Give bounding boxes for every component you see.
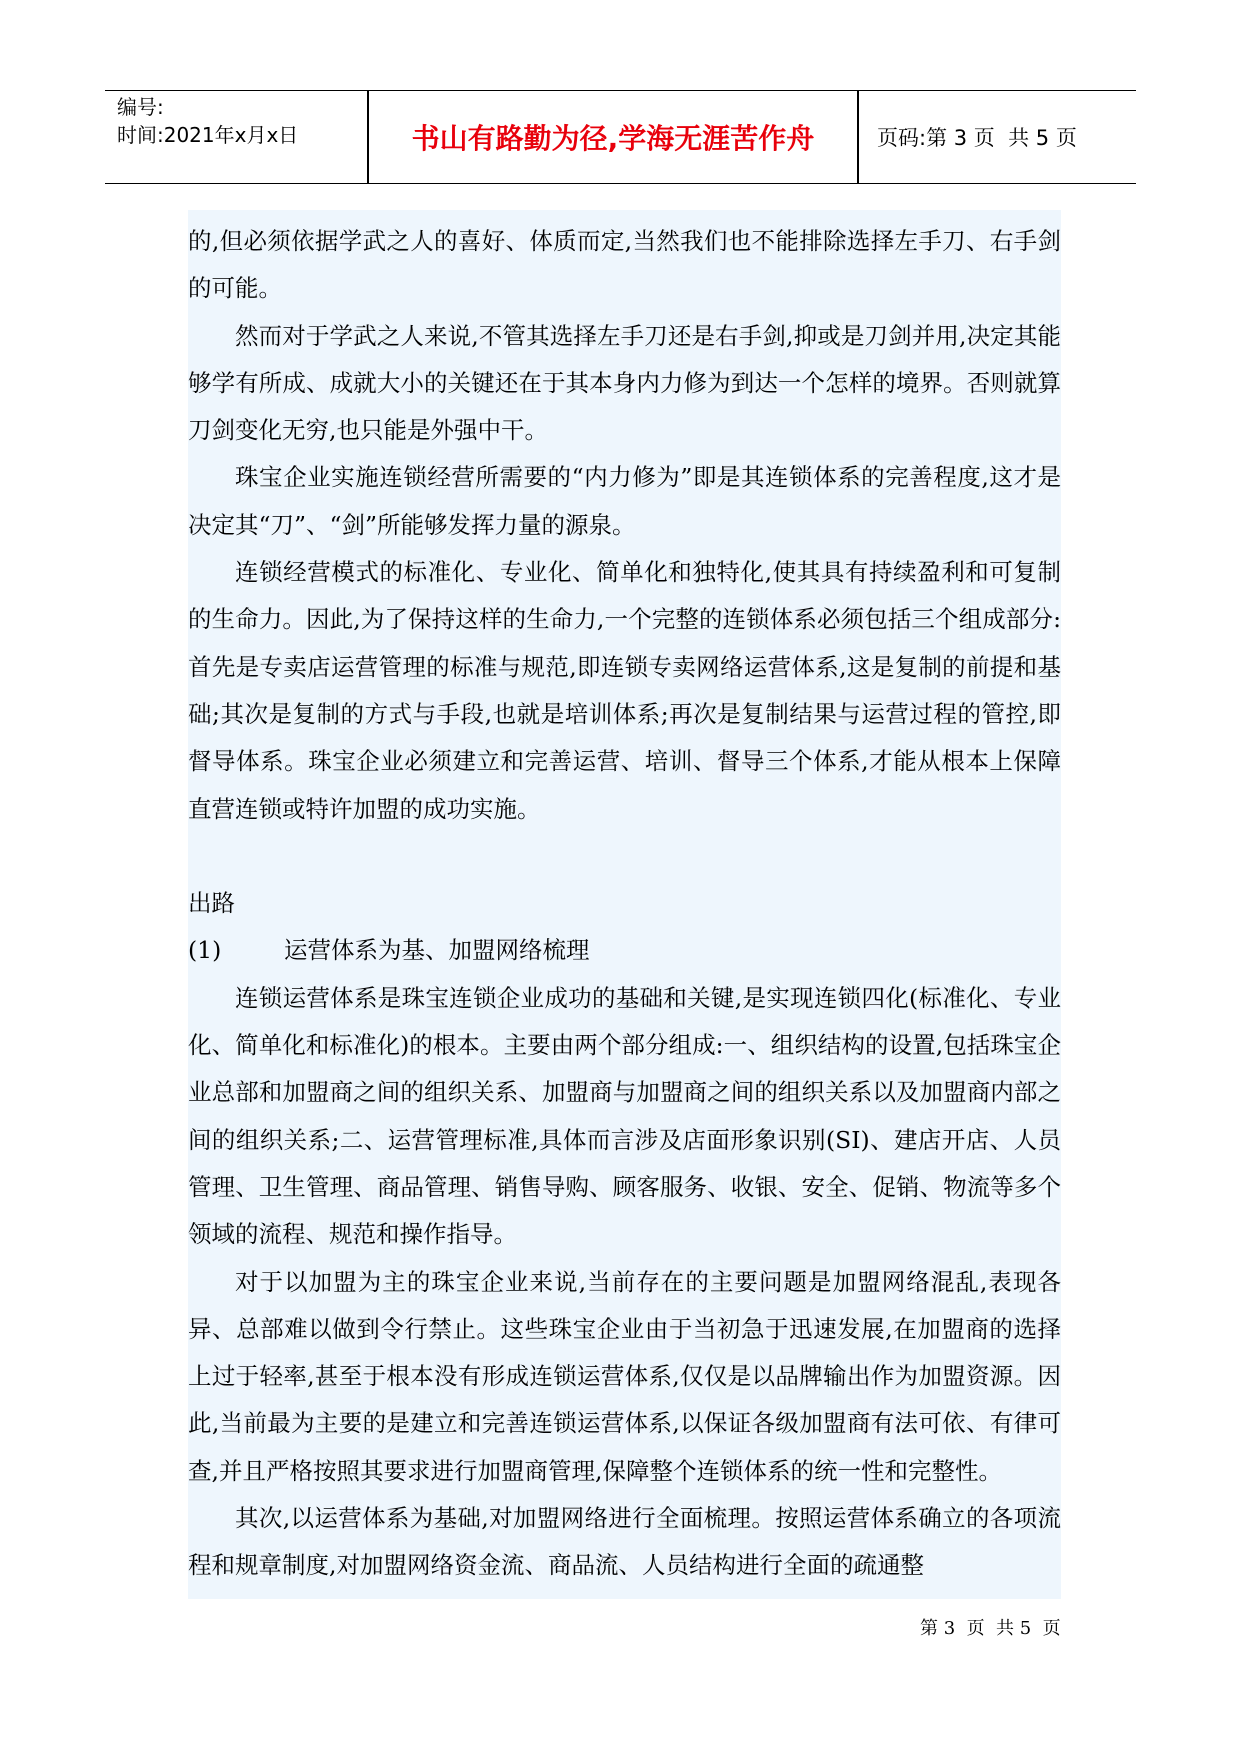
paragraph-2: 然而对于学武之人来说,不管其选择左手刀还是右手剑,抑或是刀剑并用,决定其能够学有所成、成就大小的关键还在于其本身内力修为到达一个怎样的境界。否则就算刀剑变化无穷,也只能是外强中干。 — [188, 321, 1061, 445]
paragraph-7: 其次,以运营体系为基础,对加盟网络进行全面梳理。按照运营体系确立的各项流程和规章制度,对加盟网络资金流、商品流、人员结构进行全面的疏通整 — [188, 1504, 1061, 1580]
page-header — [105, 90, 1136, 184]
paragraph-1: 的,但必须依据学武之人的喜好、体质而定,当然我们也不能排除选择左手刀、右手剑的可能。 — [188, 227, 1061, 303]
body-text — [188, 218, 1061, 1590]
header-meta — [117, 93, 367, 149]
paragraph-3: 珠宝企业实施连锁经营所需要的“内力修为”即是其连锁体系的完善程度,这才是决定其“刀”、“剑”所能够发挥力量的源泉。 — [188, 463, 1061, 539]
header-divider-right — [857, 91, 859, 183]
paragraph-6: 对于以加盟为主的珠宝企业来说,当前存在的主要问题是加盟网络混乱,表现各异、总部难以做到令行禁止。这些珠宝企业由于当初急于迅速发展,在加盟商的选择上过于轻率,甚至于根本没有形成连锁运营体系,仅仅是以品牌输出作为加盟资源。因此,当前最为主要的是建立和完善连锁运营体系,以保证各级加盟商有法可依、有律可查,并且严格按照其要求进行加盟商管理,保障整个连锁体系的统一性和完整性。 — [188, 1267, 1061, 1485]
paragraph-5: 连锁运营体系是珠宝连锁企业成功的基础和关键,是实现连锁四化(标准化、专业化、简单化和标准化)的根本。主要由两个部分组成:一、组织结构的设置,包括珠宝企业总部和加盟商之间的组织关系、加盟商与加盟商之间的组织关系以及加盟商内部之间的组织关系;二、运营管理标准,具体而言涉及店面形象识别(SI)、建店开店、人员管理、卫生管理、商品管理、销售导购、顾客服务、收银、安全、促销、物流等多个领域的流程、规范和操作指导。 — [188, 983, 1061, 1249]
subsection-number: (1) — [188, 936, 222, 965]
header-motto: 书山有路勤为径,学海无涯苦作舟 — [411, 122, 815, 155]
subsection-heading — [188, 927, 1061, 974]
header-page-indicator — [865, 91, 1147, 183]
header-page-label: 页码:第 3 页 共 5 页 — [877, 126, 1077, 150]
paragraph-4: 连锁经营模式的标准化、专业化、简单化和独特化,使其具有持续盈利和可复制的生命力。因此,为了保持这样的生命力,一个完整的连锁体系必须包括三个组成部分:首先是专卖店运营管理的标准与规范,即连锁专卖网络运营体系,这是复制的前提和基础;其次是复制的方式与手段,也就是培训体系;再次是复制结果与运营过程的管控,即督导体系。珠宝企业必须建立和完善运营、培训、督导三个体系,才能从根本上保障直营连锁或特许加盟的成功实施。 — [188, 558, 1061, 823]
document-number-label: 编号: — [117, 95, 164, 119]
section-heading: 出路 — [188, 889, 235, 918]
subsection-title: 运营体系为基、加盟网络梳理 — [284, 936, 590, 965]
page-footer: 第 3 页 共 5 页 — [920, 1618, 1061, 1639]
document-time-label: 时间:2021年x月x日 — [117, 123, 299, 147]
blank-line — [188, 833, 1061, 880]
document-body — [188, 210, 1061, 1599]
